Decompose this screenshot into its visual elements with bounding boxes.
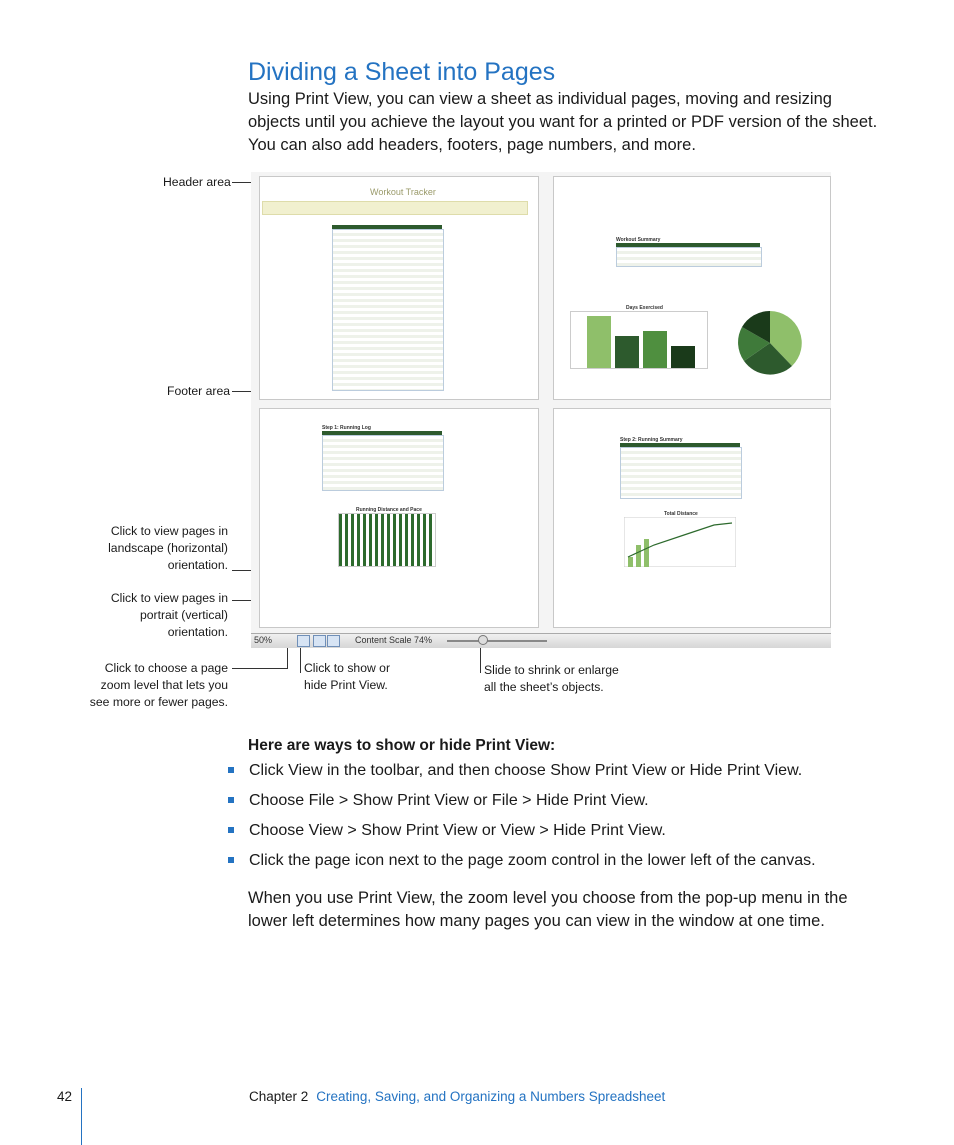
- landscape-callout-line1: Click to view pages in: [110, 524, 228, 538]
- bullet-item: [228, 820, 888, 842]
- total-distance-title: Total Distance: [664, 511, 698, 517]
- bar-running: [615, 336, 639, 368]
- landscape-callout-line3: orientation.: [167, 558, 228, 572]
- portrait-callout-line2: portrait (vertical): [139, 608, 228, 622]
- chapter-footer: [249, 1089, 665, 1104]
- bullet-text: Click the page icon next to the page zoom control in the lower left of the canvas.: [249, 852, 816, 869]
- footer-area-label: Footer area: [167, 384, 231, 398]
- print-view-screenshot: [251, 172, 831, 647]
- print-view-toggle-button[interactable]: [297, 635, 310, 647]
- page-4: [553, 408, 831, 628]
- workout-log-table: [332, 229, 444, 391]
- bullet-text: Choose File > Show Print View or File > Hide Print View.: [249, 792, 649, 809]
- bar-swimming: [643, 331, 667, 368]
- running-summary-title: Step 2: Running Summary: [620, 437, 683, 443]
- footer-rule: [81, 1088, 82, 1145]
- days-exercised-title: Days Exercised: [626, 305, 663, 311]
- total-distance-chart: [624, 517, 736, 567]
- zoom-callout: [70, 660, 228, 711]
- portrait-callout: [80, 590, 228, 641]
- days-exercised-chart: [570, 311, 708, 369]
- landscape-callout: [80, 523, 228, 574]
- bullet-marker-icon: [228, 827, 234, 833]
- print-view-callout-line1: Click to show or: [304, 661, 391, 675]
- closing-paragraph: When you use Print View, the zoom level you choose from the pop-up menu in the lower left determines how many pages you can view in the window at one time.: [248, 889, 848, 930]
- portrait-orientation-button[interactable]: [313, 635, 326, 647]
- zoom-callout-line1: Click to choose a page: [104, 661, 228, 675]
- bar-weight-training: [587, 316, 611, 368]
- zoom-callout-line3: see more or fewer pages.: [89, 695, 228, 709]
- page-number: 42: [57, 1089, 73, 1104]
- content-scale-slider-knob[interactable]: [478, 635, 488, 645]
- print-view-callout-line2: hide Print View.: [304, 678, 388, 692]
- chapter-label: Chapter 2: [249, 1089, 309, 1104]
- zoom-leader-h: [232, 668, 287, 669]
- portrait-callout-line1: Click to view pages in: [110, 591, 228, 605]
- page-1: [259, 176, 539, 400]
- canvas-bottom-toolbar: [251, 633, 831, 648]
- running-log-title: Step 1: Running Log: [322, 425, 371, 431]
- bullet-marker-icon: [228, 857, 234, 863]
- running-distance-chart: [338, 513, 436, 567]
- zoom-popup[interactable]: 50%: [254, 635, 273, 645]
- instruction-banner: [262, 201, 528, 215]
- running-log-table: [322, 435, 444, 491]
- bullet-item: [228, 850, 888, 872]
- print-view-callout: [304, 660, 390, 694]
- subheading: Here are ways to show or hide Print View:: [248, 737, 556, 754]
- slider-callout-line2: all the sheet’s objects.: [484, 680, 604, 694]
- bullet-item: [228, 790, 888, 812]
- bullet-item: [228, 760, 888, 782]
- workout-summary-title: Workout Summary: [616, 237, 661, 243]
- chapter-title-link[interactable]: Creating, Saving, and Organizing a Numbers Spreadsheet: [316, 1089, 666, 1104]
- bullet-text: Click View in the toolbar, and then choose Show Print View or Hide Print View.: [249, 762, 803, 779]
- content-scale-label: Content Scale 74%: [355, 635, 433, 645]
- page-title: Dividing a Sheet into Pages: [248, 58, 556, 86]
- bullet-text: Choose View > Show Print View or View > Hide Print View.: [249, 822, 666, 839]
- page-3: [259, 408, 539, 628]
- bullet-marker-icon: [228, 797, 234, 803]
- intro-paragraph: Using Print View, you can view a sheet as individual pages, moving and resizing objects until you achieve the layout you want for a printed or PDF version of the sheet. You can also add headers, footers, page numbers, and more.: [248, 90, 878, 154]
- portrait-callout-line3: orientation.: [167, 625, 228, 639]
- summary-table: [616, 247, 762, 267]
- bullet-list: [228, 760, 888, 880]
- bar-biking: [671, 346, 695, 368]
- running-summary-table: [620, 447, 742, 499]
- running-distance-title: Running Distance and Pace: [356, 507, 422, 513]
- sheet-title: Workout Tracker: [370, 187, 436, 197]
- slider-callout: [484, 662, 619, 696]
- content-scale-slider-track[interactable]: [447, 640, 547, 642]
- pie-chart: [738, 311, 802, 375]
- header-area-label: Header area: [163, 175, 231, 189]
- zoom-callout-line2: zoom level that lets you: [100, 678, 228, 692]
- slider-callout-line1: Slide to shrink or enlarge: [484, 663, 619, 677]
- bullet-marker-icon: [228, 767, 234, 773]
- page-2: [553, 176, 831, 400]
- landscape-orientation-button[interactable]: [327, 635, 340, 647]
- landscape-callout-line2: landscape (horizontal): [108, 541, 228, 555]
